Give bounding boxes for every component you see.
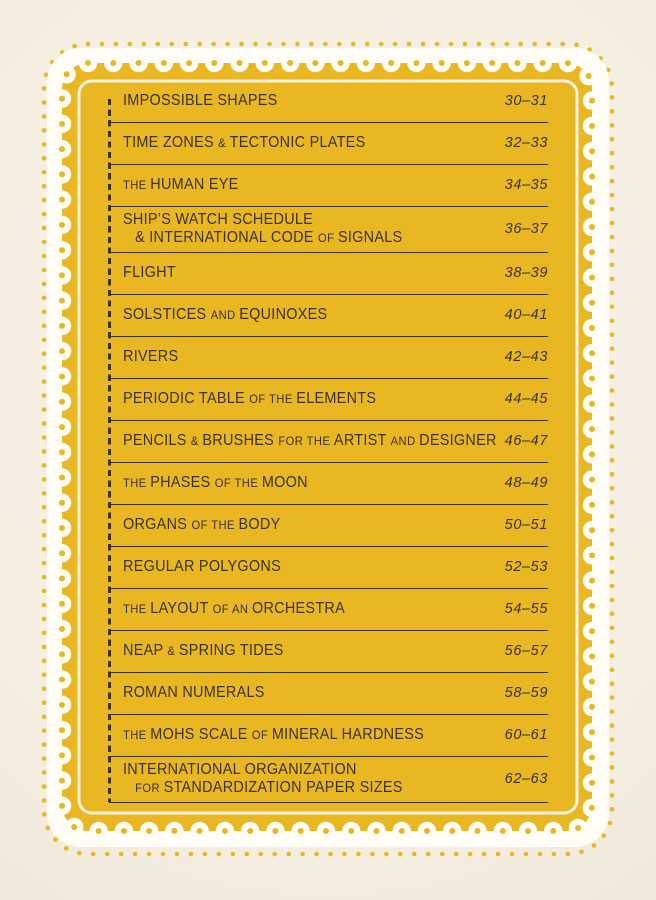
toc-entry: [109, 547, 548, 589]
title-line: [123, 264, 472, 282]
entry-title: [109, 726, 499, 745]
title-segment: OF THE: [249, 391, 297, 406]
title-line: [123, 229, 472, 248]
title-segment: REGULAR POLYGONS: [123, 558, 281, 576]
title-segment: SPRING TIDES: [178, 641, 284, 659]
entry-pages: 34–35: [504, 177, 548, 193]
title-segment: OF THE: [191, 517, 239, 532]
title-segment: BRUSHES: [202, 431, 279, 449]
title-line: [123, 390, 472, 409]
title-segment: MOHS SCALE: [150, 725, 252, 743]
entry-pages: 50–51: [504, 517, 548, 533]
title-segment: PENCILS: [123, 431, 191, 449]
title-segment: HUMAN EYE: [150, 175, 239, 193]
title-segment: &: [190, 433, 203, 448]
entry-pages: 44–45: [504, 391, 548, 407]
title-segment: FOR: [135, 780, 164, 795]
title-segment: DESIGNER: [419, 431, 497, 449]
entry-title: [109, 176, 499, 195]
entry-title: [109, 432, 499, 451]
title-segment: SHIP’S WATCH SCHEDULE: [123, 211, 314, 228]
toc-entry: [109, 589, 548, 631]
title-line: [123, 779, 472, 798]
entry-pages: 40–41: [504, 307, 548, 323]
entry-title: [109, 390, 499, 409]
title-line: [123, 600, 472, 619]
entry-pages: 36–37: [504, 221, 548, 237]
toc-entry: [109, 253, 548, 295]
title-line: [123, 431, 497, 451]
title-line: [123, 176, 472, 195]
title-segment: ELEMENTS: [296, 389, 377, 407]
title-segment: FOR THE: [278, 433, 334, 448]
toc-entry: [109, 337, 548, 379]
title-segment: PHASES: [150, 473, 215, 491]
toc-entry: [109, 505, 548, 547]
entry-title: [109, 92, 499, 110]
title-segment: AND: [210, 307, 240, 322]
title-segment: TECTONIC PLATES: [229, 133, 366, 151]
toc-entry: [109, 673, 548, 715]
entry-pages: 52–53: [504, 559, 548, 575]
title-segment: SOLSTICES: [123, 305, 211, 323]
entry-title: [109, 474, 499, 493]
entry-title: [109, 558, 499, 576]
toc-entry: [109, 165, 548, 207]
title-line: [123, 558, 472, 576]
toc-entry: [109, 463, 548, 505]
title-line: [123, 684, 472, 702]
title-segment: PERIODIC TABLE: [123, 389, 250, 407]
title-segment: & INTERNATIONAL CODE: [135, 228, 318, 246]
entry-pages: 42–43: [504, 349, 548, 365]
title-segment: ARTIST: [333, 431, 391, 449]
entry-pages: 48–49: [504, 475, 548, 491]
entry-pages: 58–59: [504, 685, 548, 701]
title-line: [123, 211, 472, 229]
title-segment: THE: [123, 177, 151, 192]
title-segment: MOON: [261, 473, 308, 491]
toc-entry: [109, 207, 548, 253]
title-segment: ORCHESTRA: [251, 599, 345, 617]
title-segment: RIVERS: [123, 348, 179, 366]
title-segment: &: [218, 135, 230, 150]
title-segment: SIGNALS: [337, 228, 403, 246]
entry-pages: 62–63: [504, 771, 548, 787]
title-segment: MINERAL HARDNESS: [271, 725, 425, 743]
title-line: [123, 92, 472, 110]
title-line: [123, 726, 472, 745]
entry-title: [109, 761, 499, 797]
title-line: [123, 761, 472, 779]
title-line: [123, 642, 472, 661]
entry-pages: 56–57: [504, 643, 548, 659]
entry-pages: 32–33: [504, 135, 548, 151]
title-segment: LAYOUT: [150, 599, 213, 617]
entry-pages: 54–55: [504, 601, 548, 617]
title-segment: INTERNATIONAL ORGANIZATION: [123, 761, 357, 778]
toc-entry: [109, 715, 548, 757]
title-segment: NEAP: [123, 641, 168, 659]
entry-pages: 46–47: [504, 433, 548, 449]
entry-title: [109, 684, 499, 702]
title-segment: OF THE: [214, 475, 262, 490]
toc-entry: [109, 631, 548, 673]
toc-entry: [109, 81, 548, 123]
toc-entry: [109, 421, 548, 463]
title-segment: IMPOSSIBLE SHAPES: [123, 92, 278, 110]
title-segment: ORGANS: [123, 515, 192, 533]
entry-title: [109, 600, 499, 619]
entry-pages: 38–39: [504, 265, 548, 281]
title-segment: OF AN: [212, 601, 252, 616]
toc-entry: [109, 123, 548, 165]
title-segment: THE: [123, 601, 151, 616]
entry-pages: 60–61: [504, 727, 548, 743]
entry-title: [109, 306, 499, 325]
entry-title: [109, 516, 499, 535]
title-segment: ROMAN NUMERALS: [123, 684, 265, 702]
title-segment: OF: [251, 727, 272, 742]
toc-entry: [109, 379, 548, 421]
title-segment: OF: [317, 230, 338, 245]
title-segment: THE: [123, 475, 151, 490]
toc-list: [109, 81, 548, 803]
entry-title: [109, 134, 499, 153]
entry-title: [109, 642, 499, 661]
title-line: [123, 348, 472, 366]
entry-pages: 30–31: [504, 93, 548, 109]
title-segment: FLIGHT: [123, 264, 176, 282]
title-segment: THE: [123, 727, 151, 742]
title-segment: TIME ZONES: [123, 133, 219, 151]
title-line: [123, 306, 472, 325]
title-line: [123, 474, 472, 493]
title-segment: EQUINOXES: [239, 305, 328, 323]
title-segment: STANDARDIZATION PAPER SIZES: [163, 778, 403, 796]
title-segment: AND: [390, 433, 420, 448]
title-line: [123, 134, 472, 153]
entry-title: [109, 264, 499, 282]
toc-entry: [109, 757, 548, 803]
title-line: [123, 516, 472, 535]
title-segment: BODY: [238, 515, 281, 533]
toc-entry: [109, 295, 548, 337]
title-segment: &: [167, 643, 179, 658]
entry-title: [109, 348, 499, 366]
entry-title: [109, 211, 499, 247]
